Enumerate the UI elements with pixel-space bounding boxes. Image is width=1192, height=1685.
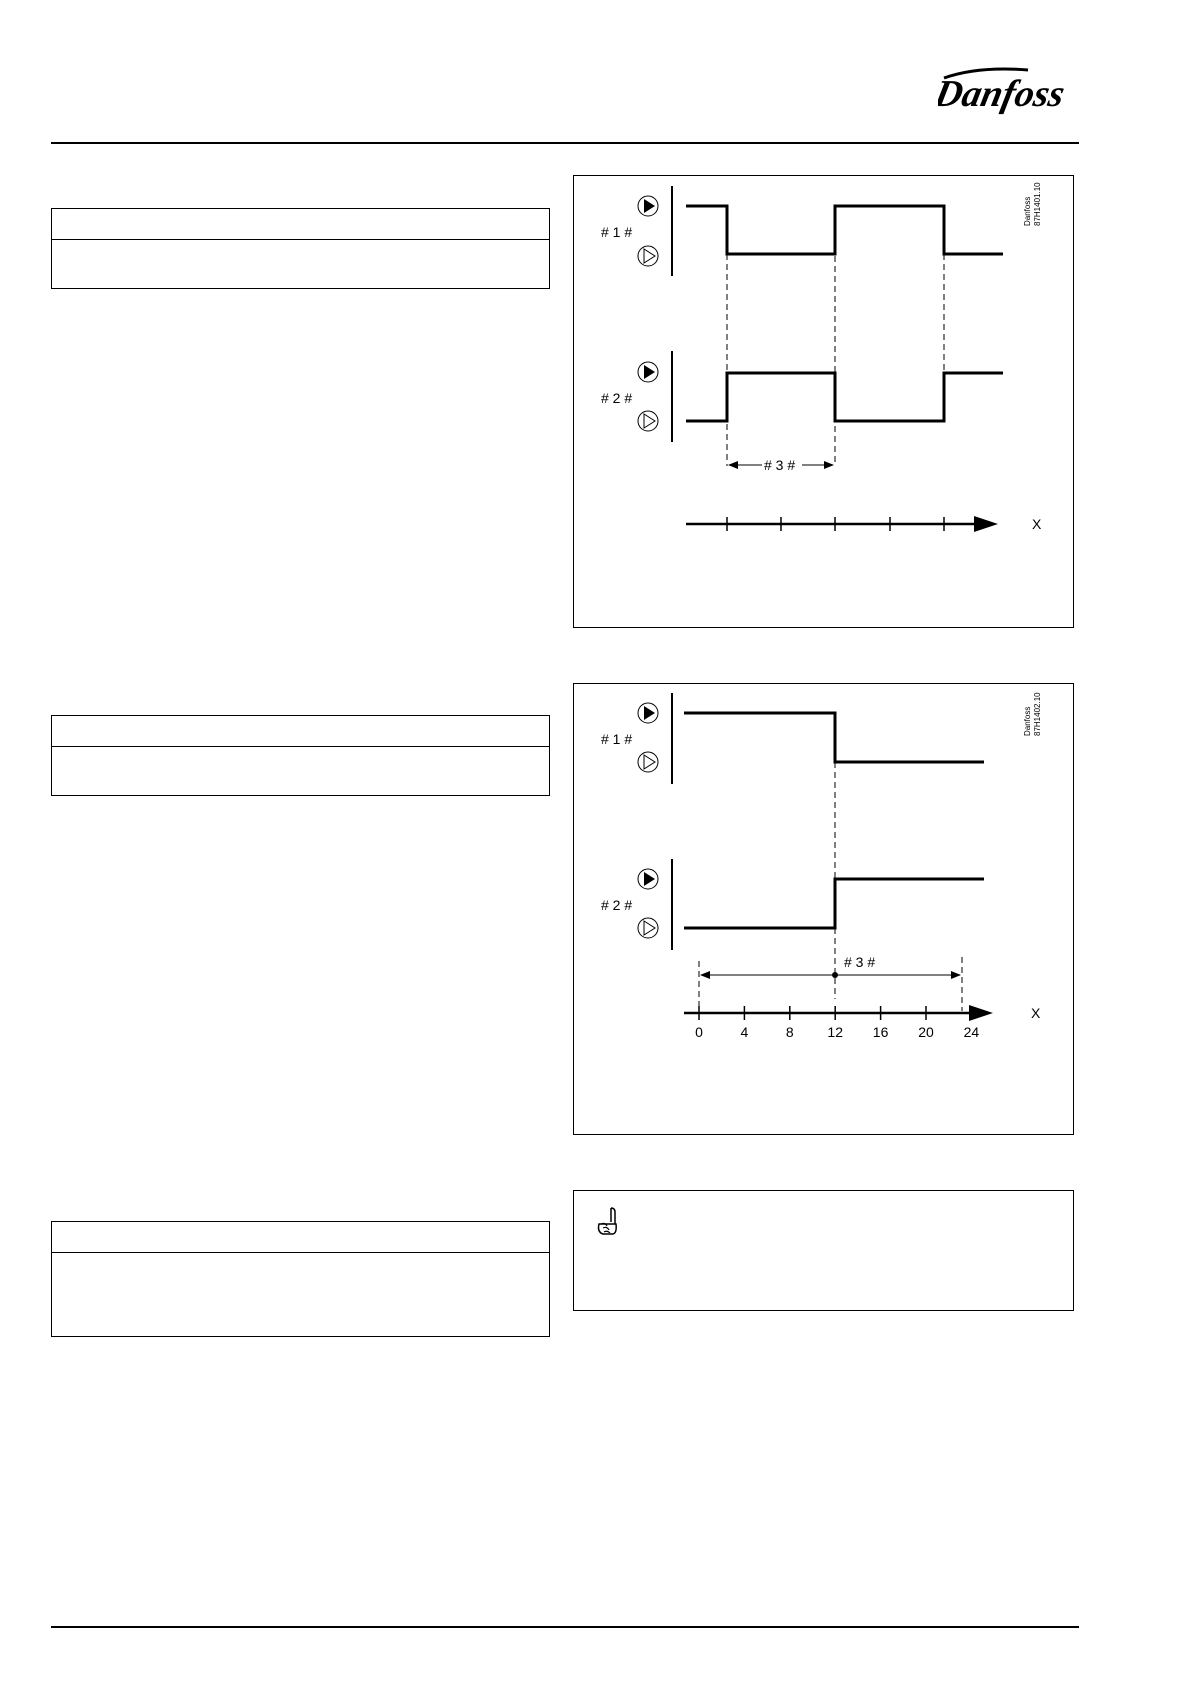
note-box [573,1190,1074,1311]
pump-1-state-line [684,713,984,762]
pump-2-label: # 2 # [601,390,633,406]
svg-text:87H1402.10: 87H1402.10 [1033,692,1042,736]
axis-tick-label: 4 [740,1024,749,1040]
pump-stopped-icon [638,411,658,431]
svg-text:87H1401.10: 87H1401.10 [1033,182,1042,226]
pump-1-label: # 1 # [601,224,633,240]
parameter-box-header [52,209,549,240]
figure-pump-alternation [573,175,1074,628]
interval-label: # 3 # [764,457,796,473]
figure-id-code [1023,692,1042,736]
svg-text:Danfoss: Danfoss [1023,706,1032,736]
pump-1-label: # 1 # [601,731,633,747]
pump-running-icon [638,362,658,382]
figure-pump-changeover [573,683,1074,1135]
figure-id-code [1023,182,1042,226]
pump-1-state-line [686,206,1003,254]
parameter-box-1 [51,208,550,289]
axis-tick-label: 20 [918,1024,934,1040]
axis-tick-label: 8 [785,1024,794,1040]
pump-running-icon [638,703,658,723]
brand-logo-text: Danfoss [938,73,1069,115]
axis-tick-label: 12 [827,1024,843,1040]
pump-stopped-icon [638,918,658,938]
interval-label: # 3 # [844,954,876,970]
axis-label: X [1032,516,1042,532]
axis-tick-label: 24 [963,1024,980,1040]
parameter-box-header [52,1222,549,1253]
pump-2-state-line [686,373,1003,421]
pump-2-state-line [684,879,984,928]
pump-stopped-icon [638,752,658,772]
parameter-box-header [52,716,549,747]
pump-2-label: # 2 # [601,897,633,913]
axis-tick-label: 16 [872,1024,889,1040]
parameter-box-3 [51,1221,550,1337]
axis-label: X [1031,1005,1041,1021]
header-rule [51,142,1079,144]
pump-stopped-icon [638,246,658,266]
footer-rule [51,1626,1079,1628]
pointing-hand-icon [593,1206,623,1238]
axis-tick-label: 0 [695,1024,703,1040]
parameter-box-2 [51,715,550,796]
pump-running-icon [638,196,658,216]
pump-running-icon [638,869,658,889]
svg-text:Danfoss: Danfoss [1023,196,1032,226]
brand-logo [938,62,1082,122]
